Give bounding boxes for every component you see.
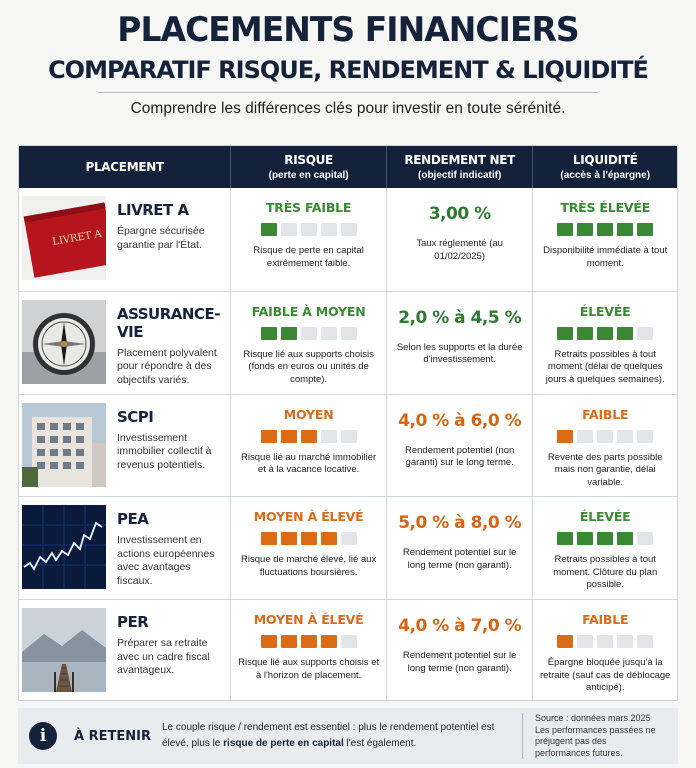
placement-description: Préparer sa retraite avec un cadre fiscal avantageux. <box>117 637 210 677</box>
liquidity-level: ÉLEVÉE <box>579 509 631 525</box>
placement-name: ASSURANCE-VIE <box>117 304 220 341</box>
return-cell <box>387 600 534 702</box>
risk-level-bar <box>261 327 357 340</box>
message-text: Le couple risque / rendement est essentiel : plus le rendement potentiel est élevé, plus le <box>162 722 495 749</box>
liquidity-cell <box>533 497 677 599</box>
empty-level-square <box>301 327 317 340</box>
filled-level-square <box>637 223 653 236</box>
filled-level-square <box>321 532 337 545</box>
filled-level-square <box>617 532 633 545</box>
empty-level-square <box>577 430 593 443</box>
filled-level-square <box>557 430 573 443</box>
empty-level-square <box>281 223 297 236</box>
placement-info <box>117 608 227 678</box>
filled-level-square <box>557 327 573 340</box>
return-description: Rendement potentiel sur le long terme (non garanti). <box>402 650 517 674</box>
filled-level-square <box>281 327 297 340</box>
tagline: Comprendre les différences clés pour investir en toute sérénité. <box>130 100 566 117</box>
placement-description: Épargne sécurisée garantie par l'État. <box>117 225 205 251</box>
liquidity-description: Disponibilité immédiate à tout moment. <box>543 245 668 269</box>
disclaimer-text: Les performances passées ne préjugent pas des performances futures. <box>535 724 656 758</box>
table-row <box>19 496 677 599</box>
placement-cell <box>19 497 231 599</box>
risk-level: FAIBLE À MOYEN <box>251 303 366 319</box>
header-liquidite <box>533 146 677 188</box>
placement-info <box>117 300 230 388</box>
placement-cell <box>19 395 231 497</box>
liquidity-cell <box>533 188 677 291</box>
liquidity-level: FAIBLE <box>582 612 629 628</box>
liquidity-level: TRÈS ÉLEVÉE <box>560 200 651 215</box>
empty-level-square <box>577 635 593 648</box>
risk-level-bar <box>261 430 357 443</box>
liquidity-cell <box>533 292 677 394</box>
risk-level: MOYEN À ÉLEVÉ <box>253 612 364 628</box>
risk-level-bar <box>261 223 357 236</box>
column-title: PLACEMENT <box>85 160 164 174</box>
return-description: Rendement potentiel sur le long terme (non garanti). <box>402 547 517 571</box>
empty-level-square <box>617 635 633 648</box>
return-description: Rendement potentiel (non garanti) sur le long terme. <box>405 444 515 469</box>
liquidity-cell <box>533 600 677 702</box>
footer-message <box>162 720 510 752</box>
footer-source <box>522 713 658 759</box>
return-cell <box>387 497 534 599</box>
empty-level-square <box>321 327 337 340</box>
source-text: Source : données mars 2025 <box>535 713 651 723</box>
header-rendement <box>387 146 534 188</box>
filled-level-square <box>577 327 593 340</box>
filled-level-square <box>321 635 337 648</box>
footer-note <box>18 708 678 764</box>
filled-level-square <box>597 223 613 236</box>
return-description: Selon les supports et la durée d'investissement. <box>396 341 523 366</box>
filled-level-square <box>281 532 297 545</box>
filled-level-square <box>301 430 317 443</box>
return-value: 4,0 % à 7,0 % <box>398 616 522 637</box>
risk-cell <box>231 600 387 702</box>
filled-level-square <box>281 635 297 648</box>
filled-level-square <box>557 635 573 648</box>
empty-level-square <box>341 223 357 236</box>
risk-description: Risque de marché élevé, lié aux fluctuations boursières. <box>241 554 377 578</box>
table-row <box>19 394 677 497</box>
filled-level-square <box>557 223 573 236</box>
column-title: LIQUIDITÉ <box>572 153 638 167</box>
product-image <box>22 300 106 384</box>
filled-level-square <box>261 327 277 340</box>
liquidity-description: Retraits possibles à tout moment (délai de quelques jours à quelques semaines). <box>545 348 665 385</box>
empty-level-square <box>341 430 357 443</box>
placement-description: Investissement en actions européennes avec avantages fiscaux. <box>117 534 215 587</box>
risk-cell <box>231 292 387 394</box>
filled-level-square <box>577 532 593 545</box>
return-description: Taux réglementé (au 01/02/2025) <box>416 238 503 262</box>
empty-level-square <box>321 430 337 443</box>
return-value: 2,0 % à 4,5 % <box>398 307 522 328</box>
product-image <box>22 196 106 280</box>
filled-level-square <box>301 635 317 648</box>
liquidity-level-bar <box>557 430 653 443</box>
product-image <box>22 505 106 589</box>
placement-description: Placement polyvalent pour répondre à des objectifs variés. <box>117 346 217 386</box>
placement-info <box>117 505 227 588</box>
filled-level-square <box>261 430 277 443</box>
column-note: (accès à l'épargne) <box>560 170 651 181</box>
header-risque <box>231 146 387 188</box>
table-header <box>19 146 677 188</box>
page-title: PLACEMENTS FINANCIERS <box>117 10 579 50</box>
return-cell <box>387 188 534 291</box>
table-row <box>19 188 677 291</box>
empty-level-square <box>637 635 653 648</box>
empty-level-square <box>617 430 633 443</box>
filled-level-square <box>261 635 277 648</box>
message-text-end: l'est également. <box>343 738 417 749</box>
risk-level-bar <box>261 532 357 545</box>
filled-level-square <box>577 223 593 236</box>
filled-level-square <box>597 327 613 340</box>
placement-name: LIVRET A <box>117 201 189 219</box>
risk-level: MOYEN À ÉLEVÉ <box>253 509 364 525</box>
comparison-table <box>18 145 678 701</box>
liquidity-description: Épargne bloquée jusqu'à la retraite (sauf cas de déblocage anticipé). <box>539 657 671 694</box>
liquidity-cell <box>533 395 677 497</box>
liquidity-description: Revente des parts possible mais non garantie, délai variable. <box>547 451 663 488</box>
table-row <box>19 599 677 702</box>
placement-info <box>117 196 227 252</box>
risk-level: TRÈS FAIBLE <box>265 200 352 215</box>
message-emphasis: risque de perte en capital <box>223 738 344 749</box>
return-cell <box>387 395 534 497</box>
liquidity-level-bar <box>557 327 653 340</box>
divider <box>98 92 598 93</box>
info-icon: i <box>29 722 57 750</box>
empty-level-square <box>597 430 613 443</box>
product-image <box>22 608 106 692</box>
risk-cell <box>231 188 387 291</box>
liquidity-level: ÉLEVÉE <box>579 303 631 319</box>
empty-level-square <box>637 430 653 443</box>
risk-cell <box>231 395 387 497</box>
filled-level-square <box>261 532 277 545</box>
product-image <box>22 403 106 487</box>
risk-description: Risque lié aux supports choisis et à l'horizon de placement. <box>238 657 380 681</box>
filled-level-square <box>557 532 573 545</box>
filled-level-square <box>617 327 633 340</box>
return-value: 3,00 % <box>428 204 491 224</box>
header-placement <box>19 146 231 188</box>
placement-info <box>117 403 227 473</box>
risk-level-bar <box>261 635 357 648</box>
placement-cell <box>19 292 231 394</box>
empty-level-square <box>597 635 613 648</box>
risk-description: Risque de perte en capital extrêmement faible. <box>253 245 364 269</box>
thumb-label: LIVRET A <box>51 228 103 248</box>
filled-level-square <box>281 430 297 443</box>
risk-cell <box>231 497 387 599</box>
risk-description: Risque lié au marché immobilier et à la vacance locative. <box>241 451 377 476</box>
filled-level-square <box>301 532 317 545</box>
column-note: (perte en capital) <box>268 170 349 181</box>
liquidity-description: Retraits possibles à tout moment. Clôture du plan possible. <box>553 554 658 591</box>
placement-cell <box>19 188 231 291</box>
table-row <box>19 291 677 394</box>
placement-cell <box>19 600 231 702</box>
footer-title: À RETENIR <box>74 728 151 744</box>
placement-name: PER <box>117 613 149 632</box>
liquidity-level-bar <box>557 635 653 648</box>
risk-level: MOYEN <box>283 406 334 422</box>
page-subtitle: COMPARATIF RISQUE, RENDEMENT & LIQUIDITÉ <box>48 56 648 84</box>
empty-level-square <box>341 327 357 340</box>
column-note: (objectif indicatif) <box>418 170 502 181</box>
liquidity-level: FAIBLE <box>582 406 629 422</box>
return-value: 5,0 % à 8,0 % <box>398 513 522 534</box>
table-body <box>19 188 677 702</box>
empty-level-square <box>637 327 653 340</box>
placement-name: PEA <box>117 510 149 529</box>
liquidity-level-bar <box>557 532 653 545</box>
filled-level-square <box>261 223 277 236</box>
header <box>0 8 696 118</box>
empty-level-square <box>341 635 357 648</box>
filled-level-square <box>617 223 633 236</box>
column-title: RISQUE <box>284 153 333 167</box>
return-cell <box>387 292 534 394</box>
empty-level-square <box>637 532 653 545</box>
empty-level-square <box>341 532 357 545</box>
empty-level-square <box>301 223 317 236</box>
placement-name: SCPI <box>117 407 154 426</box>
column-title: RENDEMENT NET <box>404 153 516 167</box>
return-value: 4,0 % à 6,0 % <box>398 410 522 431</box>
filled-level-square <box>597 532 613 545</box>
placement-description: Investissement immobilier collectif à revenus potentiels. <box>117 431 212 471</box>
risk-description: Risque lié aux supports choisis (fonds en euros ou unités de compte). <box>243 348 374 385</box>
liquidity-level-bar <box>557 223 653 236</box>
empty-level-square <box>321 223 337 236</box>
